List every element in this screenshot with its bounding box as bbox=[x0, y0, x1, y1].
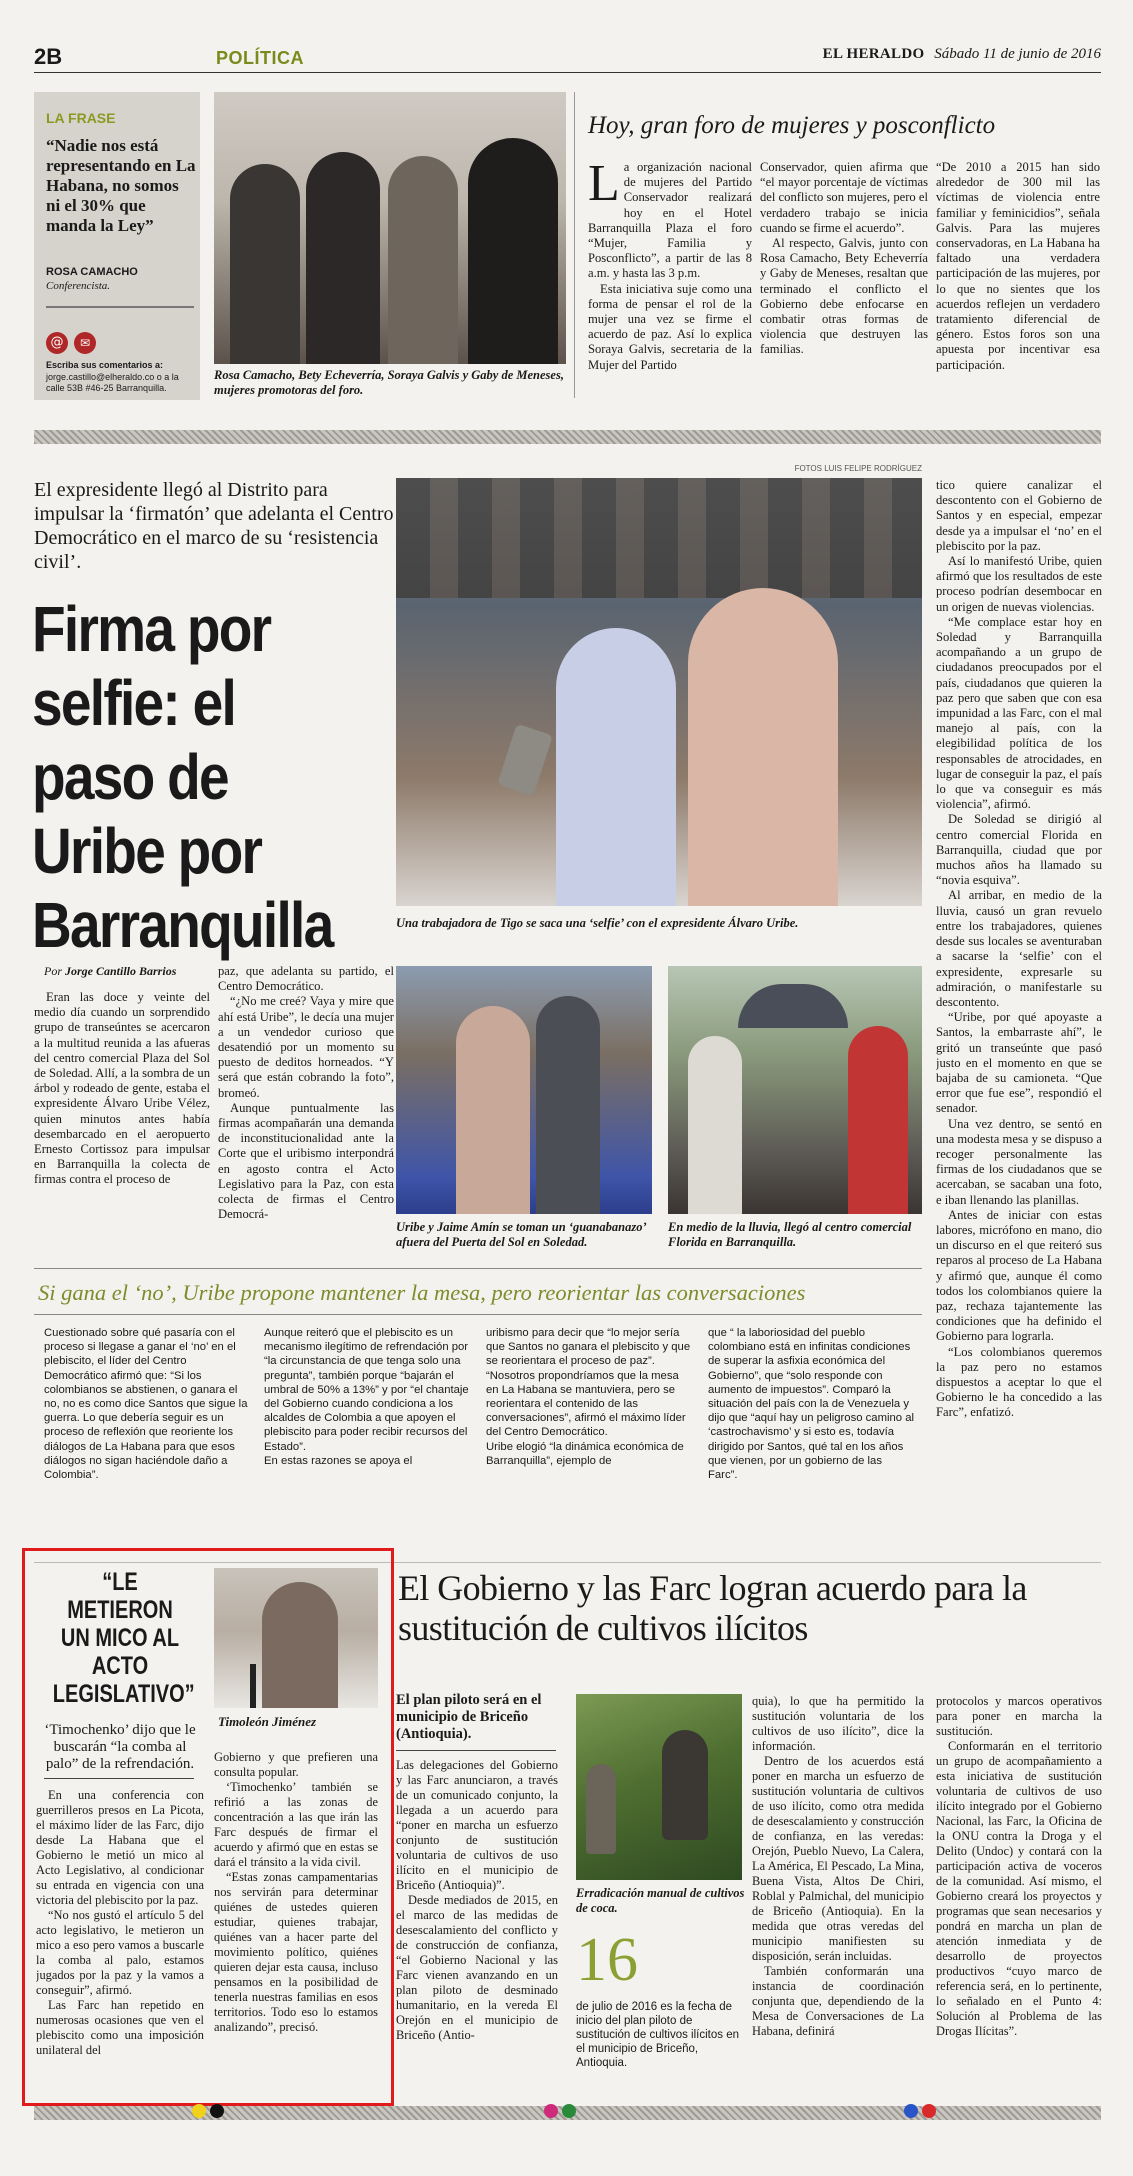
registration-dot bbox=[192, 2104, 206, 2118]
mesa-paragraph: Aunque reiteró que el plebiscito es un mecanismo ilegítimo de refrendación por “la circunstancia de que tenga solo una pregunta”, también porque “bajarán el umbral de 50% a 13%” y por “el chantaje del Gobierno cuando condiciona a los alcaldes de Colombia a que apoyen el plebiscito para poder recibir recursos del Estado”. bbox=[264, 1327, 469, 1453]
mico-paragraph: Las Farc han repetido en numerosas ocasiones que ven el plebiscito como una imposición unilateral del bbox=[36, 1998, 204, 2057]
mesa-paragraph: Cuestionado sobre qué pasaría con el proceso si llegase a ganar el ‘no’ en el plebiscito, el líder del Centro Democrático afirmó que: “Si los colombianos se abstienen, o ganara el no, no es como dice Santos que sigue la guerra. Lo que debería seguir es un proceso de reflexión que reoriente los diálogos de La Habana para que esos diálogos no sigan haciéndole daño a Colombia”. bbox=[44, 1327, 248, 1482]
mico-lead: ‘Timochenko’ dijo que le buscarán “la comba al palo” de la refrendación. bbox=[44, 1722, 196, 1772]
uribe-silhouette bbox=[688, 588, 838, 906]
cultivos-paragraph: Desde mediados de 2015, en el marco de las medidas de desescalamiento del conflicto y de construcción de confianza, “el Gobierno Nacional y las Farc vienen avanzando en un plan piloto de desminado humanitario, en la vereda El Orejón en el municipio de Briceño (Antio- bbox=[396, 1893, 558, 2042]
lluvia-photo bbox=[668, 966, 922, 1214]
contact-title: Escriba sus comentarios a: bbox=[46, 360, 164, 370]
frase-label: LA FRASE bbox=[46, 110, 116, 126]
coca-photo bbox=[576, 1694, 742, 1880]
uribe-paragraph: “Me complace estar hoy en Soledad y Barranquilla acompañando a un grupo de ciudadanos preocupados por el país, ciudadanos que quieren la paz pero que saben que con esa impunidad a las Farc, con el mal manejo al país, con la elegibilidad política de los responsables de atrocidades, en lugar de conseguir la paz, el país lo que va conseguir es más violencia”, afirmó. bbox=[936, 614, 1102, 812]
registration-dot bbox=[544, 2104, 558, 2118]
foro-paragraph: “De 2010 a 2015 han sido alrededor de 300 mil las víctimas de violencia entre familiar y feminicidios”, señala Galvis. Para las mujeres conservadoras, en La Habana ha faltado una verdadera participación de las mujeres, por lo que no sientes que los acuerdos reflejen un verdadero tratamiento diferencial de género. Estos foros son una apuesta por incentivar esa participación. bbox=[936, 160, 1100, 372]
person-silhouette bbox=[230, 164, 300, 364]
page-number: 2B bbox=[34, 44, 63, 69]
foro-column-3 bbox=[936, 160, 1100, 400]
mico-column-1 bbox=[36, 1788, 204, 2090]
guanabanazo-caption: Uribe y Jaime Amín se toman un ‘guanabanazo’ afuera del Puerta del Sol en Soledad. bbox=[396, 1220, 646, 1249]
uribe-paragraph: “Los colombianos queremos la paz pero no estamos dispuestos a aceptar lo que el Gobierno le ha concedido a las Farc”, enfatizó. bbox=[936, 1344, 1102, 1420]
uribe-byline bbox=[44, 964, 176, 979]
mesa-paragraph: uribismo para decir que “lo mejor sería que Santos no ganara el plebiscito y que se reorientara el proceso de paz”. bbox=[486, 1327, 691, 1368]
uribe-column-2 bbox=[218, 964, 394, 1248]
person-silhouette bbox=[468, 138, 558, 364]
selfie-photo bbox=[396, 478, 922, 906]
section-separator-band bbox=[34, 430, 1101, 444]
mesa-paragraph: que “ la laboriosidad del pueblo colombiano está en infinitas condiciones de superar la asfixia económica del Gobierno”, que “solo responde con aumento de impuestos”. Comparó la situación del país con la de Venezuela y dijo que “aquí hay un peligroso camino al ‘castrochavismo’ y si esto es, todavía dirigido por Santos, qué tal en los años que vienen, por un gobierno de las Farc”. bbox=[708, 1327, 914, 1482]
uribe-paragraph: Eran las doce y veinte del medio día cuando un sorprendido grupo de transeúntes se acercaron a la multitud reunida a las afueras del centro comercial Plaza del Sol de Soledad. Allí, a la sombra de un árbol y rodeado de gente, estaba el expresidente Álvaro Uribe Vélez, quien minutos antes había desembarcado en el aeropuerto Ernesto Cortissoz para impulsar en Barranquilla la colecta de firmas contra el proceso de bbox=[34, 990, 210, 1187]
mico-paragraph: ‘Timochenko’ también se refirió a las zonas de concentración a las que irán las Farc después de firmar el acuerdo y afirmó que en estas se dará el tránsito a la vida civil. bbox=[214, 1780, 378, 1869]
foro-paragraph: Al respecto, Galvis, junto con Rosa Camacho, Bety Echeverría y Gaby de Meneses, resaltan que terminado el conflicto el Gobierno debe enfocarse en combatir otras formas de violencia que destruyen las familias. bbox=[760, 236, 928, 357]
registration-dot bbox=[904, 2104, 918, 2118]
uribe-paragraph: tico quiere canalizar el descontento con el Gobierno de Santos y en especial, empezar desde ya a impulsar el ‘no’ en el plebiscito por la paz. bbox=[936, 478, 1102, 553]
mesa-rule-top bbox=[34, 1268, 922, 1269]
person-silhouette bbox=[688, 1036, 742, 1214]
uribe-paragraph: De Soledad se dirigió al centro comercial Florida en Barranquilla, ciudad que por muchos años ha llamado su “novia esquiva”. bbox=[936, 812, 1102, 888]
paper-name: EL HERALDO bbox=[822, 46, 925, 62]
worker-silhouette bbox=[586, 1764, 616, 1854]
email-icon[interactable]: @ bbox=[46, 332, 68, 354]
mico-quote: “LE METIERON UN MICO AL ACTO LEGISLATIVO” bbox=[52, 1568, 195, 1708]
cultivos-paragraph: Las delegaciones del Gobierno y las Farc anunciaron, a través de un comunicado conjunto, la llegada a un acuerdo para “poner en marcha un esfuerzo conjunto de sustitución voluntaria de cultivos de uso ilícito en el municipio de Briceño (Antioquia)”. bbox=[396, 1758, 558, 1892]
foro-paragraph: Conservador, quien afirma que “el mayor porcentaje de víctimas del conflicto son mujeres, pero el verdadero trabajo se inicia cuando se firme el acuerdo”. bbox=[760, 160, 928, 235]
lluvia-caption: En medio de la lluvia, llegó al centro comercial Florida en Barranquilla. bbox=[668, 1220, 912, 1249]
byline-prefix: Por bbox=[44, 964, 62, 978]
guanabanazo-photo bbox=[396, 966, 652, 1214]
cultivos-lead: El plan piloto será en el municipio de Briceño (Antioquia). bbox=[396, 1692, 542, 1742]
mico-paragraph: En una conferencia con guerrilleros presos en La Picota, el máximo líder de las Farc, dijo desde La Habana que el Gobierno le metió un mico al Acto Legislativo, al condicionar su entrada en vigencia con una victoria del plebiscito por la paz. bbox=[36, 1788, 204, 1907]
crowd-silhouettes bbox=[396, 478, 922, 598]
person-silhouette bbox=[306, 152, 380, 364]
mesa-column-3 bbox=[486, 1326, 692, 1556]
uribe-paragraph: Antes de iniciar con estas labores, micrófono en mano, dio un discurso en el que reiteró sus reparos al proceso de La Habana y afirmó que, aunque él como todos los colombianos quiere la paz, rechaza tajantemente las condiciones que ha definido el Gobierno para lograrla. bbox=[936, 1207, 1102, 1344]
uribe-paragraph: Una vez dentro, se sentó en una modesta mesa y se dispuso a recoger personalmente las firmas de los ciudadanos que se acercaban, se sacaban una foto, e iban llenando las planillas. bbox=[936, 1116, 1102, 1207]
foro-photo-caption: Rosa Camacho, Bety Echeverría, Soraya Galvis y Gaby de Meneses, mujeres promotoras del foro. bbox=[214, 368, 564, 397]
mesa-paragraph: En estas razones se apoya el bbox=[264, 1454, 413, 1467]
photo-credit: FOTOS LUIS FELIPE RODRÍGUEZ bbox=[794, 464, 922, 473]
cultivos-paragraph: protocolos y marcos operativos para poner en marcha la sustitución. bbox=[936, 1694, 1102, 1738]
frase-quote: “Nadie nos está representando en La Habana, no somos ni el 30% que manda la Ley” bbox=[46, 136, 196, 235]
person-silhouette bbox=[848, 1026, 908, 1214]
uribe-paragraph: Aunque puntualmente las firmas acompañarán una demanda de inconstitucionalidad ante la Corte que el uribismo interpondrá en agosto contra el Acto Legislativo para la Paz, con esta colecta de firmas el Centro Democrá- bbox=[218, 1100, 394, 1222]
mesa-paragraph: “Nosotros propondríamos que la mesa en La Habana se mantuviera, pero se reorientara el contenido de las conversaciones”, afirmó el máximo líder del Centro Democrático. bbox=[486, 1369, 686, 1439]
foro-dropcap: L bbox=[588, 160, 620, 212]
cultivos-headline: El Gobierno y las Farc logran acuerdo para la sustitución de cultivos ilícitos bbox=[398, 1568, 1027, 1648]
uribe-paragraph: “¿No me creé? Vaya y mire que ahí está Uribe”, le decía una mujer a un vendedor curioso que desatendió por un momento su puesto de deditos horneados. “Y será que están cobrando la foto”, bromeó. bbox=[218, 994, 394, 1100]
foro-paragraph: Esta iniciativa suje como una forma de pensar el rol de la mujer una vez se firme el acuerdo de paz. Así lo explica Soraya Galvis, secretaria de la Mujer del Partido bbox=[588, 281, 752, 372]
registration-dot bbox=[922, 2104, 936, 2118]
masthead bbox=[823, 46, 1101, 63]
mesa-column-4 bbox=[708, 1326, 914, 1556]
uribe-paragraph: Al arribar, en medio de la lluvia, causó un gran revuelo entre los trabajadores, quienes desde sus locales se aventuraban a sacarse la ‘selfie’ con el expresidente, expresarle su admiración, o manifestarle su descontento. bbox=[936, 888, 1102, 1009]
umbrella-shape bbox=[738, 984, 848, 1028]
mico-lead-rule bbox=[44, 1778, 194, 1779]
contact-text: jorge.castillo@elheraldo.co o a la calle 53B #46-25 Barranquilla. bbox=[46, 372, 179, 393]
cultivos-column-3 bbox=[752, 1694, 924, 2090]
frase-author-role: Conferencista. bbox=[46, 280, 111, 292]
cultivos-lead-rule bbox=[396, 1750, 556, 1751]
worker-silhouette bbox=[662, 1730, 708, 1840]
foro-headline: Hoy, gran foro de mujeres y posconflicto bbox=[588, 112, 996, 139]
mesa-column-1 bbox=[44, 1326, 250, 1556]
big-number: 16 bbox=[576, 1926, 638, 1994]
uribe-paragraph: paz, que adelanta su partido, el Centro Democrático. bbox=[218, 964, 394, 994]
microphone-icon bbox=[250, 1664, 256, 1708]
frase-divider bbox=[46, 306, 194, 308]
byline-name: Jorge Cantillo Barrios bbox=[65, 964, 177, 978]
person-silhouette bbox=[456, 1006, 530, 1214]
phone-shape bbox=[497, 724, 553, 797]
cultivos-paragraph: Dentro de los acuerdos está poner en marcha un esfuerzo de sustitución voluntaria de cultivos de uso ilícito, como otra medida de desescalamiento y construcción de confianza, en las veredas: Orejón, Pueblo Nuevo, La Calera, La América, El Pescado, La Mina, Buena Vista, Altos De Chiri, Roblal y Palmichal, del municipio de Briceño (Antioquia). En la medida que otras veredas del municipio manifiesten su disposición, serán incluidas. bbox=[752, 1754, 924, 1963]
person-silhouette bbox=[388, 156, 458, 364]
cultivos-paragraph: quia), lo que ha permitido la sustitución voluntaria de los cultivos de uso ilícito”, dice la información. bbox=[752, 1694, 924, 1753]
cultivos-column-4 bbox=[936, 1694, 1102, 2090]
uribe-right-column bbox=[936, 478, 1102, 1556]
uribe-column-1 bbox=[34, 990, 210, 1248]
timochenko-photo bbox=[214, 1568, 378, 1708]
timochenko-caption: Timoleón Jiménez bbox=[218, 1714, 317, 1729]
person-silhouette bbox=[536, 996, 600, 1214]
selfie-caption: Una trabajadora de Tigo se saca una ‘selfie’ con el expresidente Álvaro Uribe. bbox=[396, 916, 799, 930]
foro-column-rule bbox=[574, 92, 575, 398]
registration-dot bbox=[562, 2104, 576, 2118]
woman-silhouette bbox=[556, 628, 676, 906]
mico-paragraph: “No nos gustó el artículo 5 del acto legislativo, le metieron un mico a eso pero vamos a buscarle la comba al palo, estamos jugados por la paz y la vamos a conseguir”, afirmó. bbox=[36, 1908, 204, 1997]
cultivos-column-1 bbox=[396, 1758, 558, 2090]
big-number-text: de julio de 2016 es la fecha de inicio del plan piloto de sustitución de cultivos ilícitos en el municipio de Briceño, Antioquia. bbox=[576, 2001, 739, 2069]
foro-column-2 bbox=[760, 160, 928, 400]
frase-author: ROSA CAMACHO bbox=[46, 266, 138, 278]
mesa-headline: Si gana el ‘no’, Uribe propone mantener la mesa, pero reorientar las conversaciones bbox=[38, 1280, 806, 1305]
mesa-rule-bottom bbox=[34, 1314, 922, 1315]
foro-paragraph: a organización nacional de mujeres del Partido Conservador realizará hoy en el Hotel Barranquilla Plaza el foro “Mujer, Familia y Posconflicto”, a partir de las 8 a.m. y hasta las 3 p.m. bbox=[588, 160, 752, 281]
cultivos-paragraph: Conformarán en el territorio un grupo de acompañamiento a esta iniciativa de sustitución voluntaria de cultivos de uso ilícito integrado por el Gobierno Nacional, las Farc, la Oficina de la ONU contra la Droga y el Delito (Undoc) y contará con la participación activa de voceros de la comunidad. Así mismo, el Gobierno creará los proyectos y programas que sean necesarios y pondrá en marcha un plan de atención inmediata y de desarrollo de proyectos productivos “cuyo marco de referencia será, en lo pertinente, lo señalado en el Punto 4: Solución al Problema de las Drogas Ilícitas”. bbox=[936, 1739, 1102, 2038]
issue-date: Sábado 11 de junio de 2016 bbox=[934, 46, 1101, 62]
section-title: POLÍTICA bbox=[216, 48, 304, 68]
foro-photo bbox=[214, 92, 566, 364]
foro-column-1 bbox=[588, 160, 752, 400]
cultivos-paragraph: También conformarán una instancia de coordinación conjunta que, dependiendo de la Mesa de Conversaciones de La Habana, definirá bbox=[752, 1964, 924, 2038]
mesa-paragraph: Uribe elogió “la dinámica económica de Barranquilla”, ejemplo de bbox=[486, 1440, 684, 1467]
person-silhouette bbox=[262, 1582, 338, 1708]
uribe-lead: El expresidente llegó al Distrito para impulsar la ‘firmatón’ que adelanta el Centro Democrático en el marco de su ‘resistencia civil’. bbox=[34, 479, 394, 573]
uribe-headline: Firma por selfie: el paso de Uribe por Barranquilla bbox=[32, 593, 333, 961]
mico-paragraph: “Estas zonas campamentarias nos servirán para determinar quiénes de ustedes quieren estudiar, quienes trabajar, quiénes van a hacer parte del movimiento político, quiénes quieren dejar esta causa, incluso pensamos en la posibilidad de tenerla nuestras familias en esos territorios. Todo eso lo estamos analizando”, precisó. bbox=[214, 1870, 378, 2034]
mico-column-2 bbox=[214, 1750, 378, 2090]
header-rule bbox=[34, 72, 1101, 73]
mail-envelope-icon[interactable]: ✉ bbox=[74, 332, 96, 354]
mesa-column-2 bbox=[264, 1326, 470, 1556]
registration-dot bbox=[210, 2104, 224, 2118]
coca-caption: Erradicación manual de cultivos de coca. bbox=[576, 1886, 745, 1915]
uribe-paragraph: “Uribe, por qué apoyaste a Santos, la embarraste ahí”, le gritó un transeúnte que pasó justo en el momento en que se bajaba de su camioneta. “Que error que fue ese”, respondió el senador. bbox=[936, 1010, 1102, 1116]
uribe-paragraph: Así lo manifestó Uribe, quien afirmó que los resultados de este proceso podrían desembocar en un origen de nuevas violencias. bbox=[936, 554, 1102, 614]
mico-paragraph: Gobierno y que prefieren una consulta popular. bbox=[214, 1750, 378, 1779]
